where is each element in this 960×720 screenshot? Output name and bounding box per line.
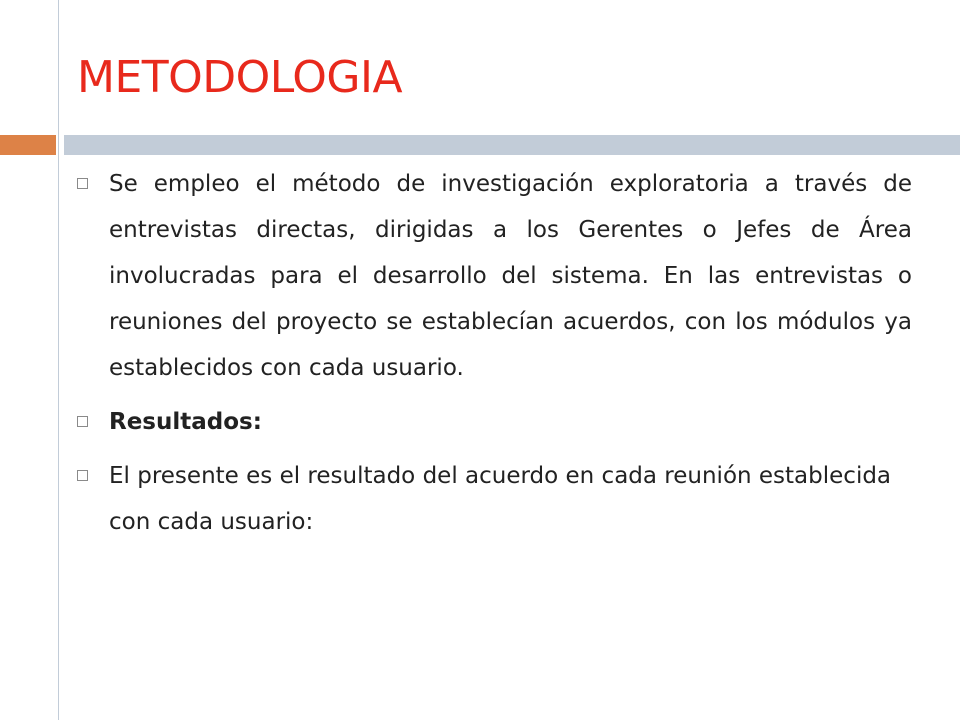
- bullet-text: El presente es el resultado del acuerdo en cada reunión establecida con cada usuario:: [109, 463, 892, 535]
- bullet-text: Se empleo el método de investigación exploratoria a través de entrevistas directas, dirigidas a los Gerentes o Jefes de Área involucradas para el desarrollo del sistema. En las entrevistas o reuniones del proyecto se establecían acuerdos, con los módulos ya establecidos con cada usuario.: [109, 171, 912, 381]
- square-bullet-icon: [77, 178, 88, 189]
- square-bullet-icon: [77, 416, 88, 427]
- slide-title: METODOLOGIA: [77, 52, 403, 103]
- square-bullet-icon: [77, 470, 88, 481]
- bullet-item-method: [77, 161, 912, 391]
- bullet-item-results-description: [77, 453, 912, 545]
- bullet-text: Resultados:: [109, 409, 262, 435]
- bullet-list: [77, 161, 912, 553]
- accent-title-bar: [64, 135, 960, 155]
- accent-vertical-line: [58, 0, 59, 720]
- bullet-item-results-heading: [77, 399, 912, 445]
- accent-orange-block: [0, 135, 56, 155]
